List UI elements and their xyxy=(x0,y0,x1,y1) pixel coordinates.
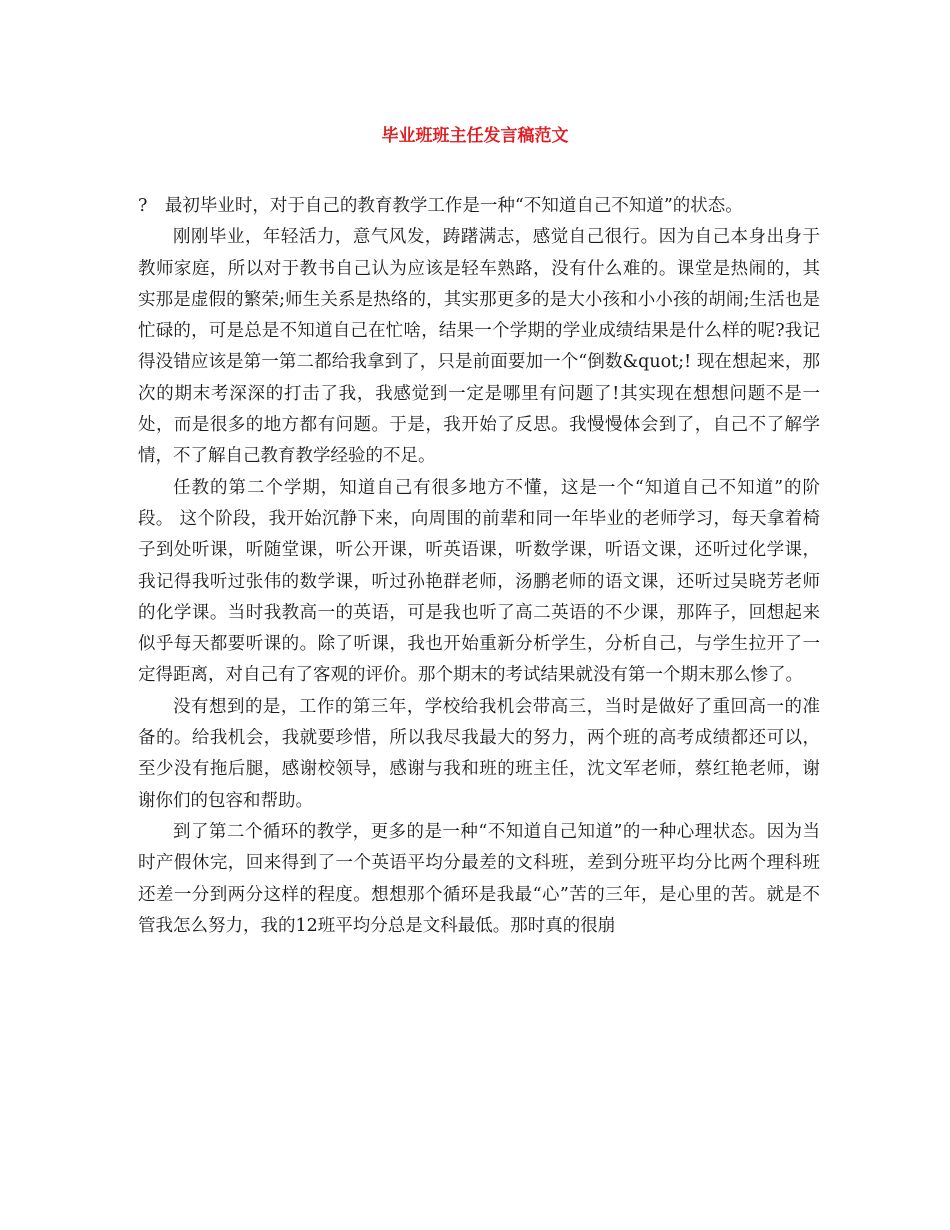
paragraph-1: ? 最初毕业时，对于自己的教育教学工作是一种“不知道自己不知道”的状态。 xyxy=(138,196,743,216)
paragraph-2: 刚刚毕业，年轻活力，意气风发，踌躇满志，感觉自己很行。因为自己本身出身于教师家庭，所以对于教书自己认为应该是轻车熟路，没有什么难的。课堂是热闹的，其实那是虚假的繁荣;师生关系是热络的，其实那更多的是大小孩和小小孩的胡闹;生活也是忙碌的，可是总是不知道自己在忙啥，结果一个学期的学业成绩结果是什么样的呢?我记得没错应该是第一第二都给我拿到了，只是前面要加一个“倒数&quot;! 现在想起来，那次的期末考深深的打击了我，我感觉到一定是哪里有问题了!其实现在想想问题不是一处，而是很多的地方都有问题。于是，我开始了反思。我慢慢体会到了，自己不了解学情，不了解自己教育教学经验的不足。 xyxy=(138,227,820,467)
document-body xyxy=(138,191,820,942)
paragraph-3: 任教的第二个学期，知道自己有很多地方不懂，这是一个“知道自己不知道”的阶段。 这个阶段，我开始沉静下来，向周围的前辈和同一年毕业的老师学习，每天拿着椅子到处听课，听随堂课，听公开课，听英语课，听数学课，听语文课，还听过化学课，我记得我听过张伟的数学课，听过孙艳群老师，汤鹏老师的语文课，还听过吴晓芳老师的化学课。当时我教高一的英语，可是我也听了高二英语的不少课，那阵子，回想起来似乎每天都要听课的。除了听课，我也开始重新分析学生，分析自己，与学生拉开了一定得距离，对自己有了客观的评价。那个期末的考试结果就没有第一个期末那么惨了。 xyxy=(138,477,820,686)
document-title: 毕业班班主任发言稿范文 xyxy=(381,126,569,146)
paragraph-5: 到了第二个循环的教学，更多的是一种“不知道自己知道”的一种心理状态。因为当时产假休完，回来得到了一个英语平均分最差的文科班，差到分班平均分比两个理科班还差一分到两分这样的程度。想想那个循环是我最“心”苦的三年，是心里的苦。就是不管我怎么努力，我的12班平均分总是文科最低。那时真的很崩 xyxy=(138,821,820,936)
paragraph-4: 没有想到的是，工作的第三年，学校给我机会带高三，当时是做好了重回高一的准备的。给我机会，我就要珍惜，所以我尽我最大的努力，两个班的高考成绩都还可以，至少没有拖后腿，感谢校领导，感谢与我和班的班主任，沈文军老师，蔡红艳老师，谢谢你们的包容和帮助。 xyxy=(138,696,820,811)
